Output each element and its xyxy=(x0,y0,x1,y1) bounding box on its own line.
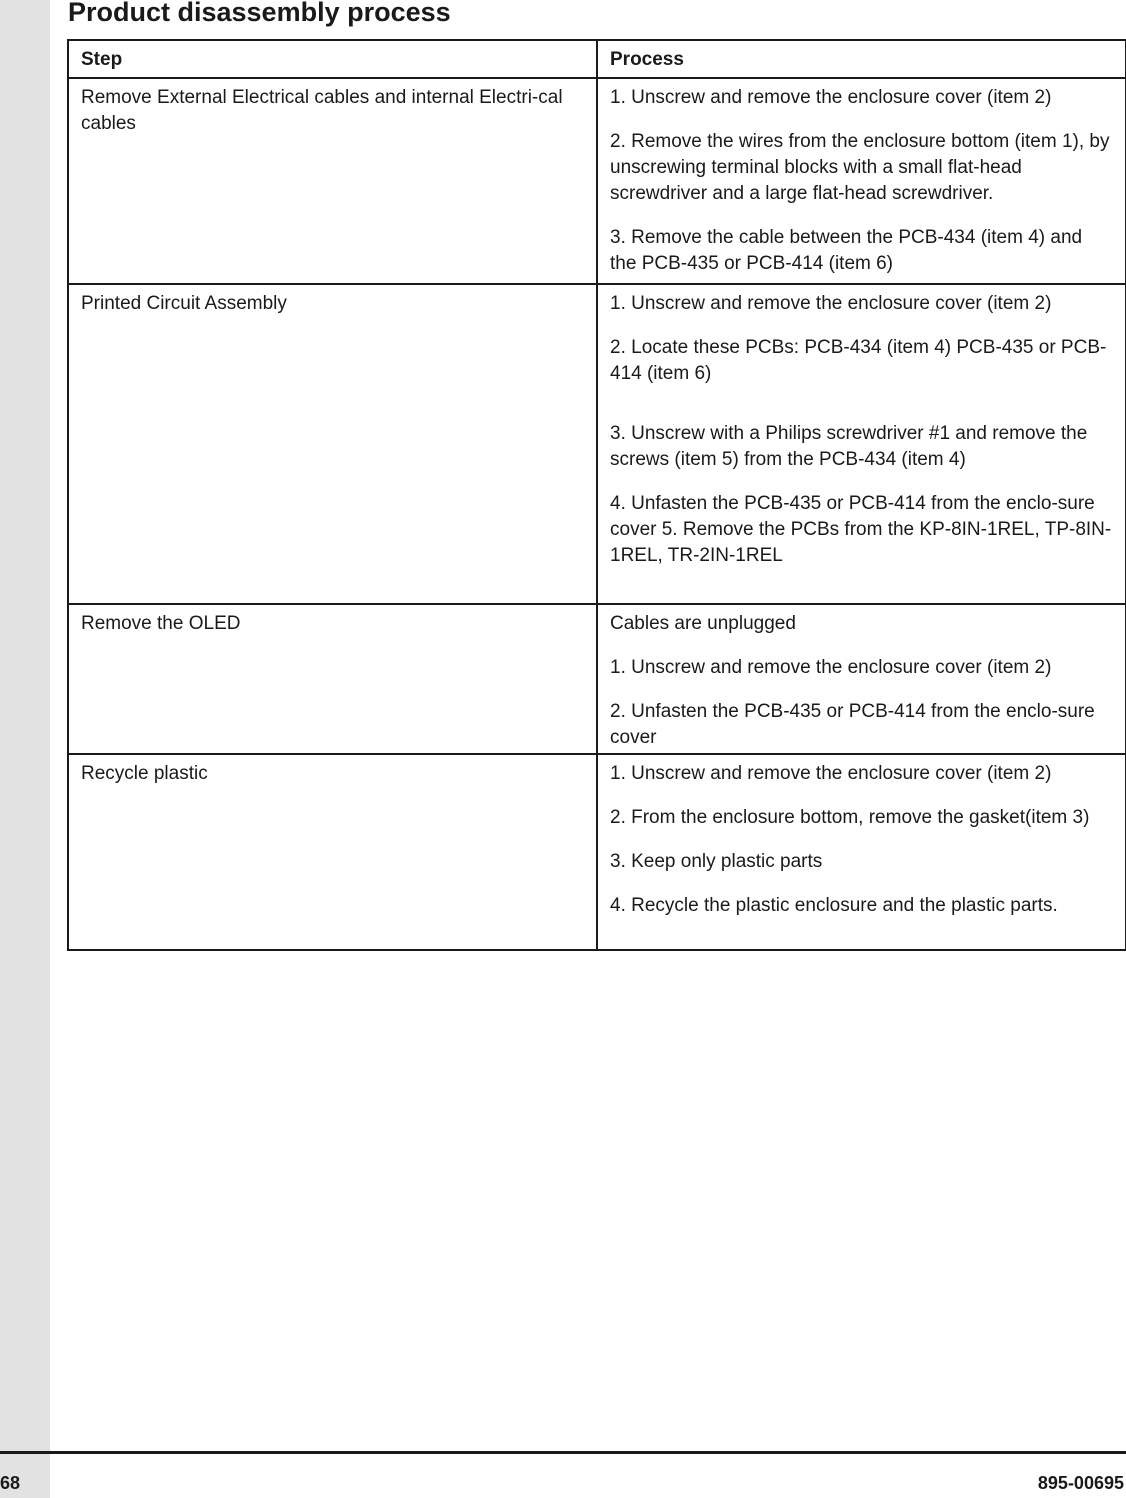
page-number: 68 xyxy=(0,1473,21,1493)
process-line: 1. Unscrew and remove the enclosure cover (item 2) xyxy=(610,657,1052,678)
table-row xyxy=(68,78,1126,284)
step-cell: Printed Circuit Assembly xyxy=(68,284,597,604)
process-line: 3. Remove the cable between the PCB-434 (item 4) and the PCB-435 or PCB-414 (item 6) xyxy=(610,227,1083,274)
process-line: 1. Unscrew and remove the enclosure cover (item 2) xyxy=(610,763,1052,784)
process-cell xyxy=(597,604,1126,754)
table-header-row xyxy=(68,40,1126,78)
page-margin-strip xyxy=(0,0,50,1498)
process-cell xyxy=(597,284,1126,604)
process-line: 4. Unfasten the PCB-435 or PCB-414 from the enclo-sure cover 5. Remove the PCBs from the KP-8IN-1REL, TP-8IN-1REL, TR-2IN-1REL xyxy=(610,493,1112,566)
process-line: 2. Unfasten the PCB-435 or PCB-414 from the enclo-sure cover xyxy=(610,701,1095,748)
table-row xyxy=(68,754,1126,950)
table-row xyxy=(68,284,1126,604)
process-line: 2. Locate these PCBs: PCB-434 (item 4) PCB-435 or PCB-414 (item 6) xyxy=(610,337,1107,384)
process-line: 1. Unscrew and remove the enclosure cover (item 2) xyxy=(610,87,1052,108)
disassembly-table xyxy=(67,39,1126,951)
footer-rule xyxy=(0,1451,1126,1454)
process-cell xyxy=(597,78,1126,284)
process-line: 2. From the enclosure bottom, remove the gasket(item 3) xyxy=(610,807,1090,828)
column-header-process: Process xyxy=(597,40,1126,78)
process-line: Cables are unplugged xyxy=(610,613,796,634)
process-cell xyxy=(597,754,1126,950)
process-line: 3. Unscrew with a Philips screwdriver #1 and remove the screws (item 5) from the PCB-434 (item 4) xyxy=(610,423,1088,470)
page-heading: Product disassembly process xyxy=(68,0,451,27)
step-cell: Recycle plastic xyxy=(68,754,597,950)
column-header-step: Step xyxy=(68,40,597,78)
process-line: 1. Unscrew and remove the enclosure cover (item 2) xyxy=(610,293,1052,314)
blank-gap xyxy=(610,387,1113,421)
process-line: 2. Remove the wires from the enclosure bottom (item 1), by unscrewing terminal blocks with a small flat-head screwdriver and a large flat-head screwdriver. xyxy=(610,131,1110,204)
step-cell: Remove the OLED xyxy=(68,604,597,754)
process-line: 3. Keep only plastic parts xyxy=(610,851,823,872)
process-line: 4. Recycle the plastic enclosure and the plastic parts. xyxy=(610,895,1058,916)
table-row xyxy=(68,604,1126,754)
step-cell: Remove External Electrical cables and internal Electri-cal cables xyxy=(68,78,597,284)
document-number: 895-00695 xyxy=(1037,1473,1124,1493)
